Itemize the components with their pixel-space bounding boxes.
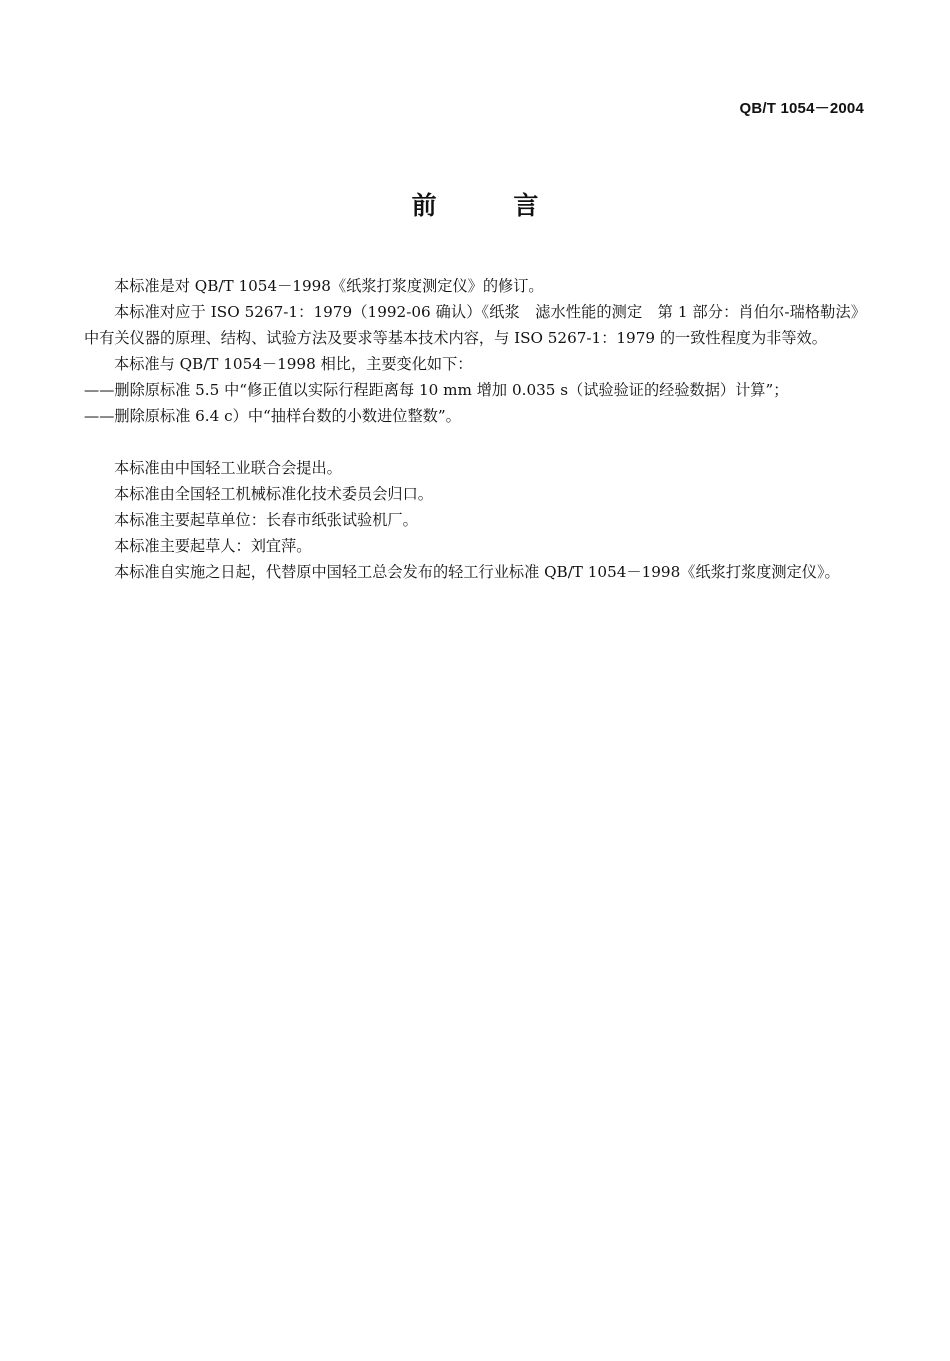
foreword-body xyxy=(84,273,866,585)
standard-code: QB/T 1054－2004 xyxy=(739,100,864,117)
page-title: 前 言 xyxy=(411,191,573,220)
paragraph-gap xyxy=(84,429,866,455)
paragraph-changes-intro: 本标准与 QB/T 1054－1998 相比，主要变化如下： xyxy=(114,355,473,373)
paragraph-correspondence: 本标准对应于 ISO 5267-1：1979（1992-06 确认）《纸浆 滤水性能的测定 第 1 部分：肖伯尔-瑞格勒法》中有关仪器的原理、结构、试验方法及要求等基本技术内容，与 ISO 5267-1：1979 的一致性程度为非等效。 xyxy=(84,303,866,347)
paragraph-drafting-unit: 本标准主要起草单位：长春市纸张试验机厂。 xyxy=(114,511,418,529)
paragraph-revision: 本标准是对 QB/T 1054－1998《纸浆打浆度测定仪》的修订。 xyxy=(114,277,544,295)
paragraph-replacement: 本标准自实施之日起，代替原中国轻工总会发布的轻工行业标准 QB/T 1054－1998《纸浆打浆度测定仪》。 xyxy=(114,563,840,581)
change-item-2: ——删除原标准 6.4 c）中“抽样台数的小数进位整数”。 xyxy=(84,407,461,425)
change-item-1: ——删除原标准 5.5 中“修正值以实际行程距离每 10 mm 增加 0.035 s（试验验证的经验数据）计算”； xyxy=(84,381,789,399)
paragraph-centralized: 本标准由全国轻工机械标准化技术委员会归口。 xyxy=(114,485,433,503)
paragraph-drafter: 本标准主要起草人：刘宜萍。 xyxy=(114,537,312,555)
paragraph-proposer: 本标准由中国轻工业联合会提出。 xyxy=(114,459,342,477)
